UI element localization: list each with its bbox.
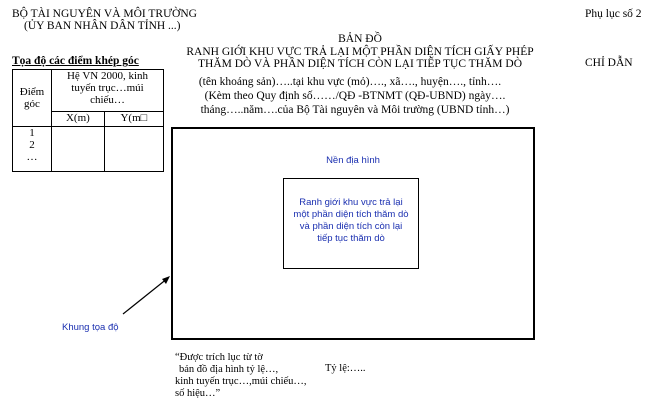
frame-label: Khung tọa độ bbox=[62, 322, 119, 333]
system-line-2: tuyến trục…múi bbox=[71, 82, 144, 94]
pointer-arrow-icon bbox=[118, 270, 178, 318]
col-header-x: X(m) bbox=[52, 111, 105, 126]
point-more: … bbox=[26, 151, 38, 163]
terrain-background-label: Nền địa hình bbox=[326, 155, 380, 166]
system-line-3: chiếu… bbox=[90, 94, 125, 106]
boundary-line-4: tiếp tục thăm dò bbox=[317, 233, 385, 244]
appendix-number: Phụ lục số 2 bbox=[585, 8, 642, 20]
ministry-name: BỘ TÀI NGUYÊN VÀ MÔI TRƯỜNG bbox=[12, 8, 197, 20]
boundary-line-2: một phần diện tích thăm dò bbox=[293, 209, 409, 220]
boundary-text bbox=[284, 179, 418, 245]
map-frame bbox=[171, 127, 535, 340]
map-scale: Tỷ lệ:….. bbox=[325, 363, 366, 374]
point-2: 2 bbox=[29, 139, 35, 151]
col-header-y: Y(m□ bbox=[104, 111, 163, 126]
col-header-point: Điểm góc bbox=[13, 70, 52, 127]
point-1: 1 bbox=[29, 127, 35, 139]
x-values-cell bbox=[52, 127, 105, 172]
extract-note bbox=[175, 352, 307, 400]
boundary-line-1: Ranh giới khu vực trả lại bbox=[299, 197, 403, 208]
title-line-5: tháng…..năm….của Bộ Tài nguyên và Môi trường (UBND tỉnh…) bbox=[200, 104, 510, 116]
legend-label: CHỈ DẪN bbox=[585, 57, 633, 69]
title-line-2: THĂM DÒ VÀ PHẦN DIỆN TÍCH CÒN LẠI TIẾP TỤC THĂM DÒ bbox=[197, 58, 523, 70]
boundary-box bbox=[283, 178, 419, 269]
system-line-1: Hệ VN 2000, kinh bbox=[66, 70, 149, 82]
title-line-3: (tên khoáng sản)…..tại khu vực (mỏ)…., xã…., huyện…., tỉnh…. bbox=[198, 76, 502, 88]
extract-line-1: “Được trích lục từ tờ bbox=[175, 352, 263, 363]
map-heading: BẢN ĐỒ bbox=[338, 33, 382, 45]
y-values-cell bbox=[104, 127, 163, 172]
title-line-4: (Kèm theo Quy định số……/QĐ -BTNMT (QĐ-UBND) ngày…. bbox=[204, 90, 506, 102]
committee-name: (ỦY BAN NHÂN DÂN TỈNH ...) bbox=[24, 20, 181, 32]
extract-line-2: bản đồ địa hình tỷ lệ…, bbox=[179, 364, 279, 375]
extract-line-3: kinh tuyến trục…,múi chiếu…, bbox=[175, 376, 307, 387]
coord-table bbox=[12, 69, 164, 172]
point-list bbox=[13, 127, 52, 172]
extract-line-4: số hiệu…” bbox=[175, 388, 221, 399]
coord-table-caption: Tọa độ các điểm khép góc bbox=[12, 55, 139, 67]
title-line-1: RANH GIỚI KHU VỰC TRẢ LẠI MỘT PHẦN DIỆN TÍCH GIẤY PHÉP bbox=[186, 46, 534, 58]
col-header-system bbox=[52, 70, 164, 112]
boundary-line-3: và phần diện tích còn lại bbox=[299, 221, 403, 232]
